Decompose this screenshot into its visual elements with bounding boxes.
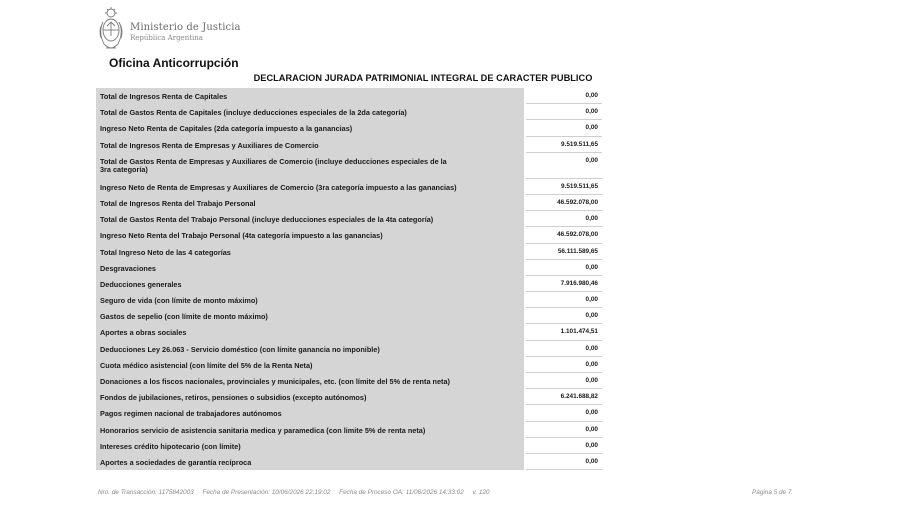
row-label: Aportes a sociedades de garantía recíproca (96, 454, 524, 470)
row-label: Deducciones Ley 26.063 - Servicio doméstico (con límite ganancia no imponible) (96, 341, 524, 357)
row-value: 9.519.511,65 (526, 179, 602, 195)
row-label: Intereses crédito hipotecario (con límite) (96, 438, 524, 454)
row-value: 0,00 (526, 405, 602, 421)
page-number: Página 5 de 7 (752, 489, 792, 496)
table-row (96, 405, 604, 421)
row-label: Total de Gastos Renta de Empresas y Auxiliares de Comercio (incluye deducciones especiales de la 3ra categoría) (96, 153, 524, 179)
row-value: 0,00 (526, 454, 602, 470)
row-label: Total Ingreso Neto de las 4 categorías (96, 244, 524, 260)
row-label: Cuota médico asistencial (con límite del 5% de la Renta Neta) (96, 357, 524, 373)
table-row (96, 137, 604, 153)
row-value: 46.592.078,00 (526, 227, 602, 243)
row-value: 9.519.511,65 (526, 137, 602, 153)
row-value: 6.241.688,82 (526, 389, 602, 405)
row-value: 0,00 (526, 438, 602, 454)
row-label: Seguro de vida (con límite de monto máximo) (96, 292, 524, 308)
office-name: Oficina Anticorrupción (109, 56, 239, 70)
table-row (96, 389, 604, 405)
row-label: Total de Ingresos Renta del Trabajo Personal (96, 195, 524, 211)
row-value: 0,00 (526, 104, 602, 120)
row-label: Honorarios servicio de asistencia sanitaria medica y paramedica (con limite 5% de renta neta) (96, 422, 524, 438)
table-row (96, 373, 604, 389)
table-row (96, 276, 604, 292)
process-date: Fecha de Proceso OA: 11/06/2026 14:33:02 (339, 489, 464, 496)
table-row (96, 308, 604, 324)
country-name: República Argentina (130, 34, 203, 42)
table-row (96, 292, 604, 308)
row-label: Total de Gastos Renta de Capitales (incluye deducciones especiales de la 2da categoría) (96, 104, 524, 120)
row-label: Pagos regimen nacional de trabajadores autónomos (96, 405, 524, 421)
table-row (96, 357, 604, 373)
income-table (96, 88, 604, 470)
coat-of-arms-icon (96, 6, 126, 52)
presentation-date: Fecha de Presentación: 10/06/2026 22:19:02 (202, 489, 331, 496)
row-value: 0,00 (526, 211, 602, 227)
row-label: Ingreso Neto de Renta de Empresas y Auxiliares de Comercio (3ra categoría impuesto a las ganancias) (96, 179, 524, 195)
row-value: 0,00 (526, 88, 602, 104)
table-row (96, 120, 604, 136)
row-value: 0,00 (526, 153, 602, 179)
row-label: Desgravaciones (96, 260, 524, 276)
row-value: 0,00 (526, 373, 602, 389)
document-title: DECLARACION JURADA PATRIMONIAL INTEGRAL DE CARACTER PUBLICO (253, 73, 593, 83)
row-value: 0,00 (526, 120, 602, 136)
row-value: 0,00 (526, 341, 602, 357)
row-value: 56.111.589,65 (526, 244, 602, 260)
table-row (96, 104, 604, 120)
table-row (96, 260, 604, 276)
footer-metadata (98, 489, 496, 496)
table-row (96, 179, 604, 195)
table-row (96, 422, 604, 438)
table-row (96, 88, 604, 104)
row-label: Gastos de sepelio (con límite de monto máximo) (96, 308, 524, 324)
row-value: 0,00 (526, 260, 602, 276)
row-value: 7.916.980,46 (526, 276, 602, 292)
table-row (96, 244, 604, 260)
row-label: Ingreso Neto Renta del Trabajo Personal (4ta categoría impuesto a las ganancias) (96, 227, 524, 243)
row-label: Donaciones a los fiscos nacionales, provinciales y municipales, etc. (con límite del 5% de renta neta) (96, 373, 524, 389)
row-value: 46.592.078,00 (526, 195, 602, 211)
table-row (96, 438, 604, 454)
ministry-header (130, 22, 241, 43)
transaction-number: Nro. de Transacción: 1175842003 (98, 489, 194, 496)
row-label: Total de Gastos Renta del Trabajo Personal (incluye deducciones especiales de la 4ta categoría) (96, 211, 524, 227)
table-row (96, 454, 604, 470)
row-value: 0,00 (526, 308, 602, 324)
row-value: 0,00 (526, 357, 602, 373)
table-row (96, 211, 604, 227)
row-label: Ingreso Neto Renta de Capitales (2da categoría impuesto a la ganancias) (96, 120, 524, 136)
table-row (96, 324, 604, 340)
row-value: 0,00 (526, 422, 602, 438)
row-label: Total de Ingresos Renta de Capitales (96, 88, 524, 104)
ministry-name: Ministerio de Justicia (130, 22, 241, 33)
row-value: 1.101.474,51 (526, 324, 602, 340)
row-label: Aportes a obras sociales (96, 324, 524, 340)
table-row (96, 341, 604, 357)
version-number: v. 120 (472, 489, 490, 496)
row-label: Total de Ingresos Renta de Empresas y Auxiliares de Comercio (96, 137, 524, 153)
row-label: Deducciones generales (96, 276, 524, 292)
row-label: Fondos de jubilaciones, retiros, pensiones o subsidios (excepto autónomos) (96, 389, 524, 405)
table-row (96, 153, 604, 179)
row-value: 0,00 (526, 292, 602, 308)
table-row (96, 195, 604, 211)
table-row (96, 227, 604, 243)
